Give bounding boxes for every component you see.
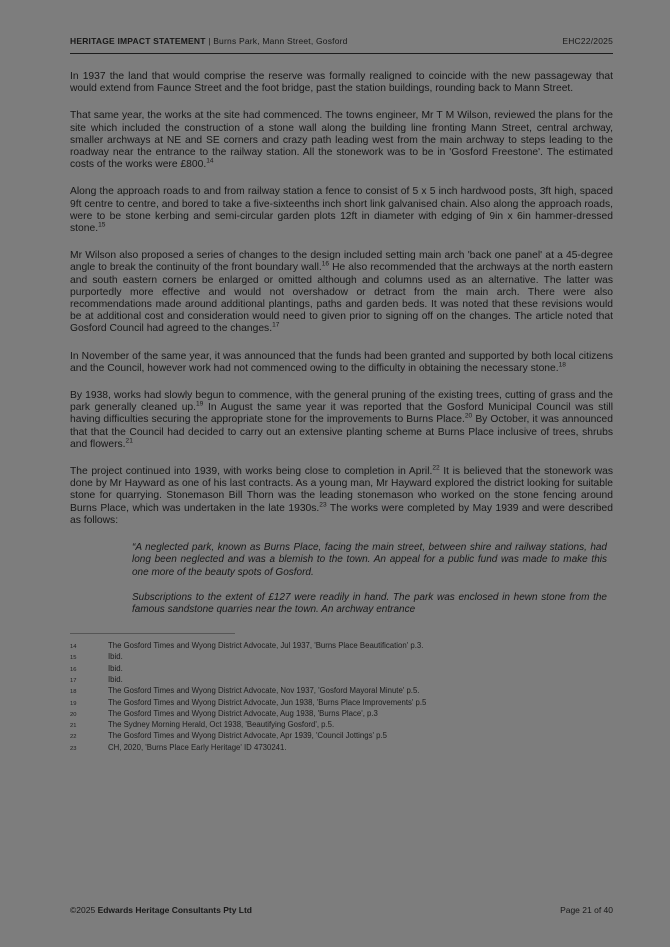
quote-paragraph: Subscriptions to the extent of £127 were readily in hand. The park was enclosed in hewn stone from the famous sandstone quarries near the town. An archway entrance — [132, 591, 607, 615]
document-reference: EHC22/2025 — [562, 36, 613, 46]
page-number: Page 21 of 40 — [560, 905, 613, 915]
document-subject: Burns Park, Mann Street, Gosford — [213, 36, 348, 46]
body-paragraph: In November of the same year, it was announced that the funds had been granted and supported by both local citizens and the Council, however work had not commenced owing to the difficulty in obtaining the necessary stone.$^{18}$ — [70, 350, 613, 374]
document-body — [70, 71, 613, 629]
footnote-number: 22 — [70, 734, 77, 741]
document-type-label: HERITAGE IMPACT STATEMENT — [70, 36, 206, 46]
footnote-number: 16 — [70, 666, 77, 673]
footnote-item — [70, 675, 613, 686]
footnote-number: 18 — [70, 689, 77, 696]
body-paragraph: In 1937 the land that would comprise the reserve was formally realigned to coincide with the new passageway that would extend from Faunce Street and the foot bridge, past the station buildings, rounding back to Mann Street. — [70, 71, 613, 95]
footnote-reference: 23 — [319, 501, 327, 509]
footnote-number: 23 — [70, 745, 77, 752]
footnote-reference: 18 — [558, 361, 566, 369]
footnote-number: 17 — [70, 678, 77, 684]
footnote-item — [70, 652, 613, 663]
footnote-text: Ibid. — [108, 652, 123, 662]
footnote-item — [70, 641, 613, 652]
footnote-item — [70, 731, 613, 742]
footnote-reference: 17 — [272, 322, 280, 330]
footnote-reference: 16 — [321, 261, 330, 269]
footnote-reference: 21 — [125, 437, 133, 445]
footnote-text: The Gosford Times and Wyong District Advocate, Nov 1937, 'Gosford Mayoral Minute' p.5. — [108, 686, 420, 696]
body-paragraph: Mr Wilson also proposed a series of changes to the design included setting main arch 'back one panel' at a 45-degree angle to break the continuity of the front boundary wall.$^{16}$ He also recommended that the archways at the north eastern and south eastern corners be enlarged or omitted although and columns used as an alternative. The latter was purportedly more effective and would not overshadow or detract from the main arch. There were also recommendations made around additional plantings, paths and garden beds. It was noted that these revisions would be at additional cost and consideration would need to given prior to signing off on the changes. The article noted that Gosford Council had agreed to the changes.$^{17}$ — [70, 250, 613, 335]
company-name: Edwards Heritage Consultants Pty Ltd — [97, 905, 253, 915]
footnote-number: 21 — [70, 723, 77, 730]
header-separator: | — [205, 36, 214, 46]
footnote-text: The Gosford Times and Wyong District Advocate, Apr 1939, 'Council Jottings' p.5 — [108, 731, 387, 741]
footnote-reference: 14 — [206, 157, 214, 165]
body-paragraph: That same year, the works at the site had commenced. The towns engineer, Mr T M Wilson, reviewed the plans for the site which included the construction of a stone wall along the building line fronting Mann Street, central archway, smaller archways at NE and SE corners and crazy path leading west from the main archway to steps leading to the roadway near the entrance to the railway station. All the stonework was to be in 'Gosford Freestone'. The estimated costs of the works were £800.14 — [70, 110, 613, 171]
footnote-text: Ibid. — [108, 663, 123, 673]
footnote-number: 14 — [70, 644, 77, 651]
footnote-text: Ibid. — [108, 675, 123, 684]
page-header — [70, 36, 613, 46]
footnote-item — [70, 720, 613, 731]
footnote-text: The Gosford Times and Wyong District Advocate, Jun 1938, 'Burns Place Improvements' p.5 — [108, 697, 427, 707]
footnotes-list — [70, 641, 613, 754]
footnote-item — [70, 686, 613, 697]
footnote-item — [70, 664, 613, 675]
page-footer — [70, 905, 613, 919]
header-left — [70, 36, 348, 46]
body-paragraph: Along the approach roads to and from railway station a fence to consist of 5 x 5 inch hardwood posts, 3ft high, spaced 9ft centre to centre, and bored to take a five-sixteenths inch short link galvanised chain. Also along the approach roads, were to be stone kerbing and semi-circular garden plots 12ft in diameter with edging of 9in x 6in hammer-dressed stone.$^{15}$ — [70, 186, 613, 235]
body-paragraph: The project continued into 1939, with works being close to completion in April.$^{22}$ It is believed that the stonework was done by Mr Hayward as one of his last contracts. As a young man, Mr Hayward explored the district looking for suitable stone for quarrying. Stonemason Bill Thorn was the leading stonemason who worked on the stone fencing around Burns Place, which was undertaken in the late 1930s.$^{23}$ The works were completed by May 1939 and were described as follows: — [70, 464, 613, 526]
footnote-text: The Sydney Morning Herald, Oct 1938, 'Beautifying Gosford', p.5. — [108, 720, 335, 730]
footnote-text: The Gosford Times and Wyong District Advocate, Aug 1938, 'Burns Place', p.3 — [108, 708, 378, 718]
quote-paragraph: “A neglected park, known as Burns Place, facing the main street, between shire and railway stations, had long been neglected and was a blemish to the town. An appeal for a public fund was made to make this one more of the beauty spots of Gosford. — [132, 542, 607, 578]
footer-left — [70, 905, 252, 915]
footnote-number: 20 — [70, 711, 77, 718]
footnote-item — [70, 743, 613, 754]
footnote-reference: 22 — [432, 464, 440, 472]
footnote-number: 15 — [70, 655, 77, 662]
footnote-item — [70, 709, 613, 720]
footnote-item — [70, 698, 613, 709]
copyright-text: ©2025 — [70, 905, 96, 915]
footnote-reference: 20 — [464, 413, 473, 421]
footnote-text: CH, 2020, 'Burns Place Early Heritage' ID 4730241. — [108, 742, 287, 752]
body-paragraph: By 1938, works had slowly begun to commence, with the general pruning of the existing trees, cutting of grass and the park generally cleaned up.$^{19}$ In August the same year it was reported that the Gosford Municipal Council was still having difficulties securing the appropriate stone for the improvements to Burns Place.$^{20}$ By October, it was announced that that the Council had decided to carry out an extensive planting scheme at Burns Place inclusive of trees, shrubs and flowers.$^{21}$ — [70, 390, 613, 450]
footnote-number: 19 — [70, 700, 77, 707]
footnote-reference: 19 — [196, 400, 204, 408]
header-rule — [70, 53, 613, 54]
footnote-text: The Gosford Times and Wyong District Advocate, Jul 1937, 'Burns Place Beautification' p.3. — [108, 641, 424, 651]
footnote-separator — [70, 633, 235, 634]
footnote-reference: 15 — [98, 221, 106, 229]
